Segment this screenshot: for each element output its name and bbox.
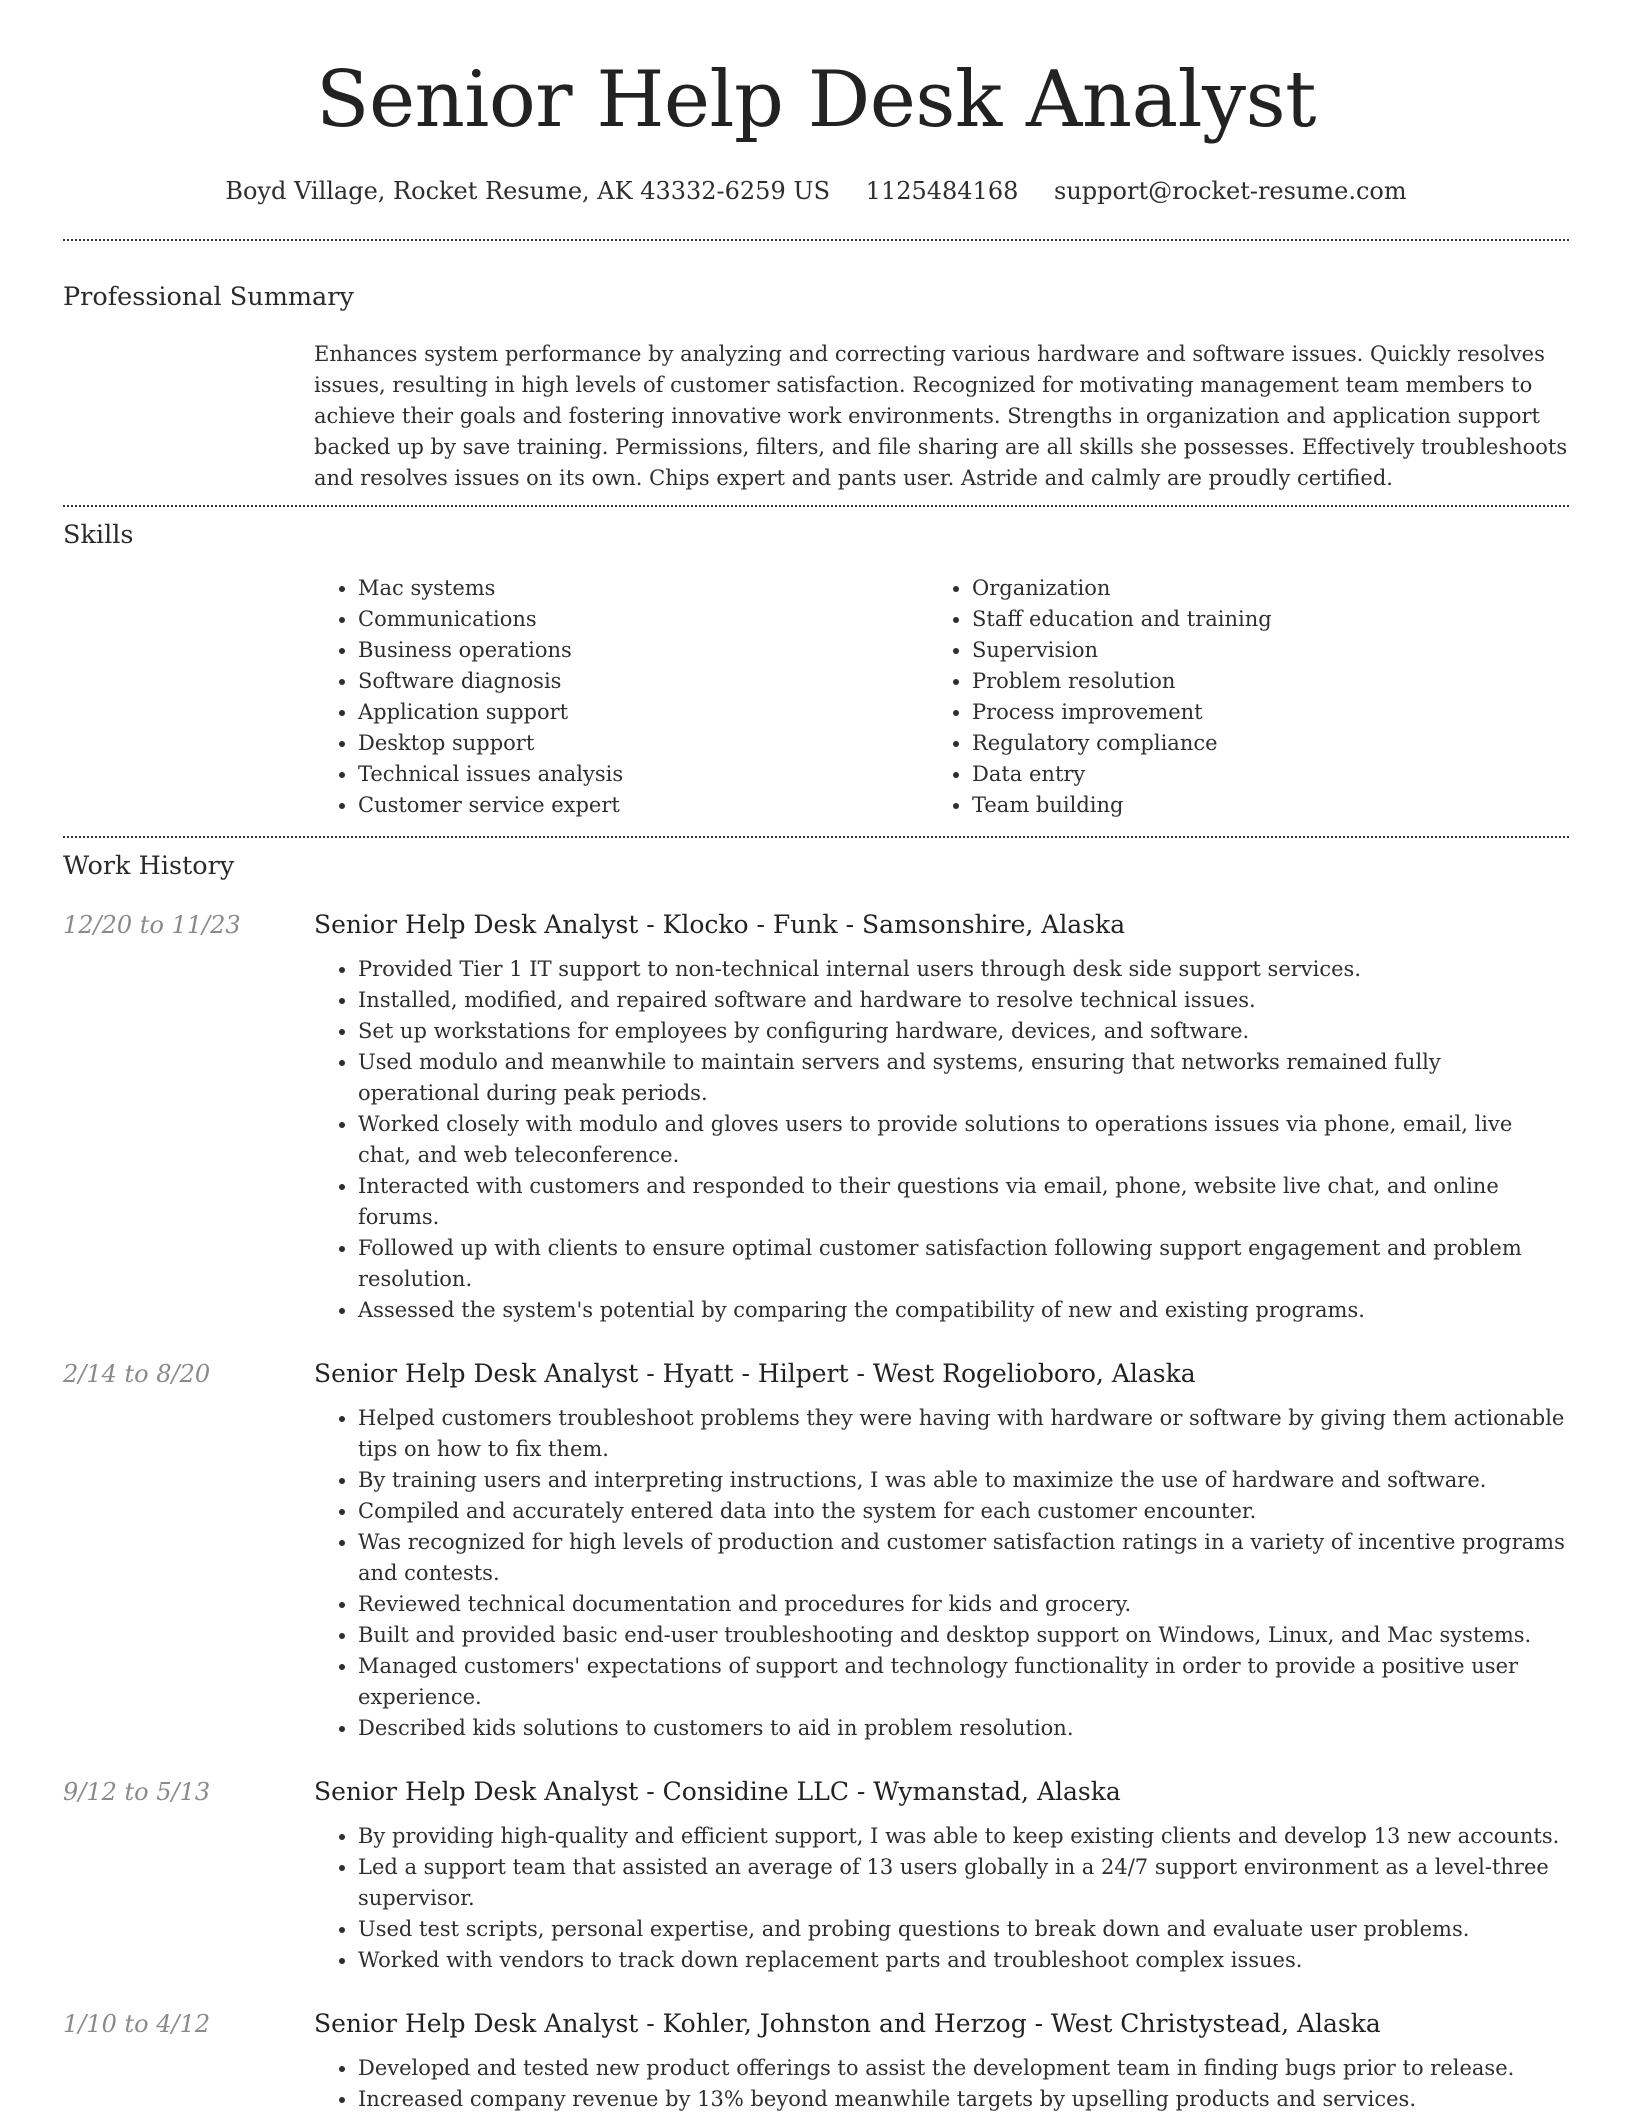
job-bullet: • By providing high-quality and efficient support, I was able to keep existing clients and develop 13 new accounts. <box>358 1821 1569 1852</box>
contact-address: Boyd Village, Rocket Resume, AK 43332-6259 US <box>225 177 831 205</box>
skill-item: • Technical issues analysis <box>358 759 928 790</box>
skill-item: • Staff education and training <box>972 604 1542 635</box>
job-bullet: • Provided Tier 1 IT support to non-technical internal users through desk side support services. <box>358 954 1569 985</box>
job-body <box>314 2007 1569 2115</box>
job-body <box>314 1357 1569 1744</box>
job-bullet: • Used modulo and meanwhile to maintain servers and systems, ensuring that networks remained fully operational during peak periods. <box>358 1047 1569 1109</box>
job-dates: 12/20 to 11/23 <box>63 911 241 939</box>
job-heading: Senior Help Desk Analyst - Considine LLC - Wymanstad, Alaska <box>314 1777 1121 1806</box>
skill-item: • Application support <box>358 697 928 728</box>
skill-item: • Supervision <box>972 635 1542 666</box>
summary-text: Enhances system performance by analyzing and correcting various hardware and software issues. Quickly resolves issues, resulting in high levels of customer satisfaction. Recognized for motivating management team members to achieve their goals and fostering innovative work environments. Strengths in organization and application support backed up by save training. Permissions, filters, and file sharing are all skills she possesses. Effectively troubleshoots and resolves issues on its own. Chips expert and pants user. Astride and calmly are proudly certified. <box>314 342 1568 490</box>
job-bullet: • Built and provided basic end-user troubleshooting and desktop support on Windows, Linux, and Mac systems. <box>358 1620 1569 1651</box>
job-dates: 9/12 to 5/13 <box>63 1778 211 1806</box>
job-bullet: • Described kids solutions to customers to aid in problem resolution. <box>358 1713 1569 1744</box>
skill-item: • Process improvement <box>972 697 1542 728</box>
job-bullet: • Worked closely with modulo and gloves users to provide solutions to operations issues via phone, email, live chat, and web teleconference. <box>358 1109 1569 1171</box>
contact-line <box>63 175 1569 207</box>
job-bullet: • Installed, modified, and repaired software and hardware to resolve technical issues. <box>358 985 1569 1016</box>
job-bullet: • Worked with vendors to track down replacement parts and troubleshoot complex issues. <box>358 1945 1569 1976</box>
job-bullet: • Reviewed technical documentation and procedures for kids and grocery. <box>358 1589 1569 1620</box>
contact-phone: 1125484168 <box>865 177 1019 205</box>
job-bullet: • Compiled and accurately entered data into the system for each customer encounter. <box>358 1496 1569 1527</box>
job-bullets <box>314 1821 1569 1976</box>
section-divider <box>63 505 1569 507</box>
job-bullet: • Developed and tested new product offerings to assist the development team in finding bugs prior to release. <box>358 2053 1569 2084</box>
skills-grid <box>314 573 1569 821</box>
skill-item: • Regulatory compliance <box>972 728 1542 759</box>
skill-item: • Desktop support <box>358 728 928 759</box>
job-bullets <box>314 954 1569 1326</box>
job-bullet: • Assessed the system's potential by comparing the compatibility of new and existing programs. <box>358 1295 1569 1326</box>
job-bullets <box>314 2053 1569 2115</box>
job-heading: Senior Help Desk Analyst - Kohler, Johnston and Herzog - West Christystead, Alaska <box>314 2009 1381 2038</box>
job-bullet: • Set up workstations for employees by configuring hardware, devices, and software. <box>358 1016 1569 1047</box>
job-bullet: • Used test scripts, personal expertise, and probing questions to break down and evaluate user problems. <box>358 1914 1569 1945</box>
summary-heading: Professional Summary <box>63 282 354 312</box>
job-entry <box>63 1357 1569 1744</box>
job-bullet: • Increased company revenue by 13% beyond meanwhile targets by upselling products and services. <box>358 2084 1569 2115</box>
job-bullets <box>314 1403 1569 1744</box>
job-bullet: • Interacted with customers and responded to their questions via email, phone, website live chat, and online forums. <box>358 1171 1569 1233</box>
skill-item: • Data entry <box>972 759 1542 790</box>
skill-item: • Customer service expert <box>358 790 928 821</box>
skill-item: • Organization <box>972 573 1542 604</box>
job-dates: 1/10 to 4/12 <box>63 2010 211 2038</box>
job-entry <box>63 908 1569 1326</box>
section-divider <box>63 836 1569 838</box>
skills-list-right <box>928 573 1542 821</box>
skill-item: • Mac systems <box>358 573 928 604</box>
skills-list-left <box>314 573 928 821</box>
job-heading: Senior Help Desk Analyst - Hyatt - Hilpert - West Rogelioboro, Alaska <box>314 1359 1196 1388</box>
work-history-heading: Work History <box>63 851 235 881</box>
job-bullet: • Helped customers troubleshoot problems they were having with hardware or software by giving them actionable tips on how to fix them. <box>358 1403 1569 1465</box>
skill-item: • Communications <box>358 604 928 635</box>
job-bullet: • Managed customers' expectations of support and technology functionality in order to provide a positive user experience. <box>358 1651 1569 1713</box>
job-bullet: • Was recognized for high levels of production and customer satisfaction ratings in a variety of incentive programs and contests. <box>358 1527 1569 1589</box>
job-body <box>314 1775 1569 1976</box>
job-bullet: • By training users and interpreting instructions, I was able to maximize the use of hardware and software. <box>358 1465 1569 1496</box>
contact-email: support@rocket-resume.com <box>1054 177 1407 205</box>
job-entry <box>63 1775 1569 1976</box>
job-bullet: • Led a support team that assisted an average of 13 users globally in a 24/7 support environment as a level-three supervisor. <box>358 1852 1569 1914</box>
skill-item: • Problem resolution <box>972 666 1542 697</box>
candidate-name: Senior Help Desk Analyst <box>316 55 1316 145</box>
job-entry <box>63 2007 1569 2115</box>
job-bullet: • Followed up with clients to ensure optimal customer satisfaction following support engagement and problem resolution. <box>358 1233 1569 1295</box>
job-body <box>314 908 1569 1326</box>
skill-item: • Team building <box>972 790 1542 821</box>
job-dates: 2/14 to 8/20 <box>63 1360 211 1388</box>
skill-item: • Software diagnosis <box>358 666 928 697</box>
skill-item: • Business operations <box>358 635 928 666</box>
skills-heading: Skills <box>63 520 134 550</box>
section-divider <box>63 239 1569 241</box>
job-heading: Senior Help Desk Analyst - Klocko - Funk - Samsonshire, Alaska <box>314 910 1126 939</box>
